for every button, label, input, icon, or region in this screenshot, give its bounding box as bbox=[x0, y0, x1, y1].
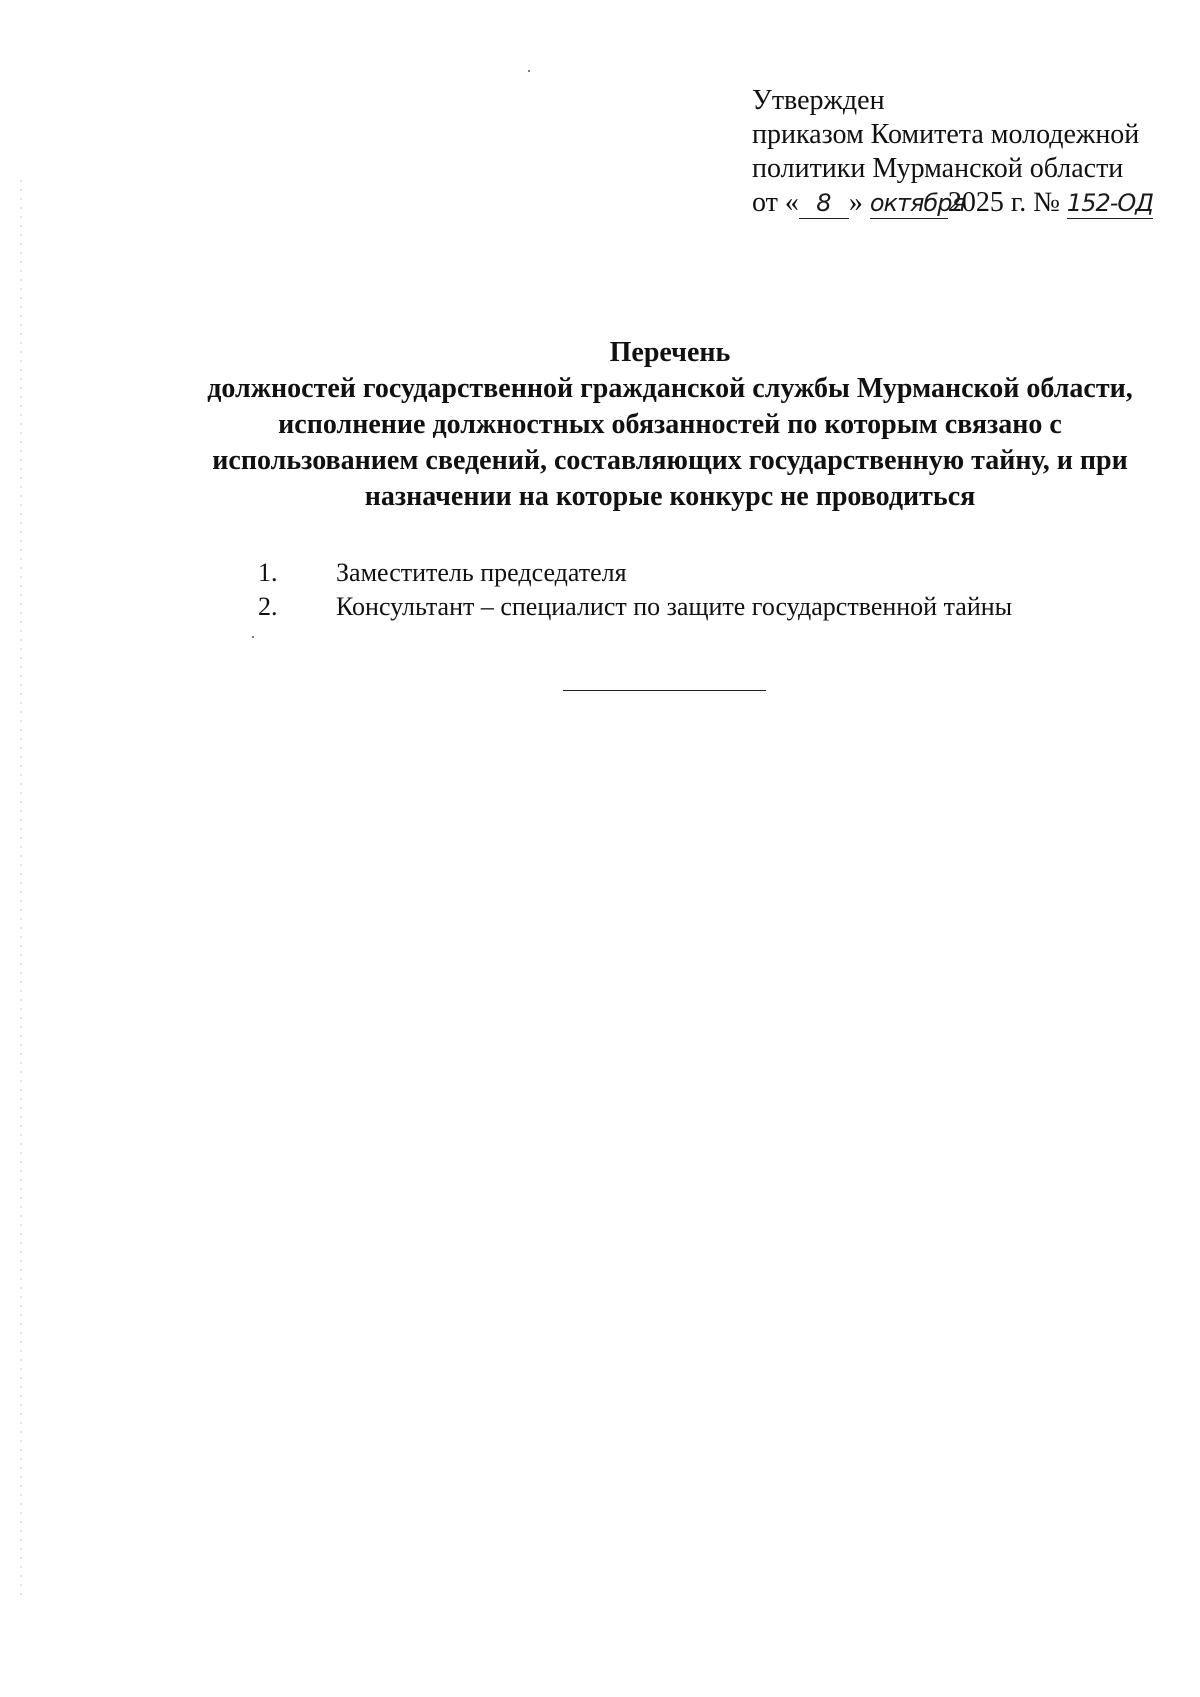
approval-line-1: Утвержден bbox=[752, 85, 885, 116]
list-item-text: Консультант – специалист по защите государственной тайны bbox=[336, 592, 1013, 621]
quote-close: » bbox=[848, 187, 863, 218]
date-year: 2025 г. bbox=[947, 187, 1027, 218]
number-sign: № bbox=[1033, 187, 1060, 218]
scan-speck bbox=[252, 636, 254, 638]
handwritten-month: октября bbox=[869, 189, 965, 217]
title-line-1: должностей государственной гражданской службы Мурманской области, bbox=[207, 373, 1133, 404]
title-heading: Перечень bbox=[609, 337, 731, 368]
handwritten-day: 8 bbox=[799, 188, 849, 219]
approval-date-line bbox=[752, 186, 1172, 220]
title-line-3: использованием сведений, составляющих государственную тайну, и при bbox=[212, 445, 1128, 476]
list-item bbox=[258, 590, 1158, 624]
scan-edge-artefact bbox=[20, 180, 22, 1600]
title-line-2: исполнение должностных обязанностей по которым связано с bbox=[278, 409, 1062, 440]
approval-line-2: приказом Комитета молодежной bbox=[752, 119, 1140, 150]
list-item-number: 1. bbox=[258, 558, 278, 587]
document-title bbox=[120, 335, 1200, 515]
positions-list bbox=[258, 556, 1158, 624]
approval-block bbox=[752, 84, 1172, 220]
date-prefix: от bbox=[752, 187, 778, 218]
quote-open: « bbox=[784, 187, 799, 218]
title-line-4: назначении на которые конкурс не проводиться bbox=[364, 481, 976, 512]
list-item-number: 2. bbox=[258, 592, 278, 621]
handwritten-order-number: 152-ОД bbox=[1066, 189, 1154, 217]
approval-line-3: политики Мурманской области bbox=[752, 153, 1124, 184]
list-item bbox=[258, 556, 1158, 590]
list-item-text: Заместитель председателя bbox=[336, 558, 627, 587]
scan-speck bbox=[528, 70, 530, 72]
closing-rule bbox=[563, 690, 766, 691]
